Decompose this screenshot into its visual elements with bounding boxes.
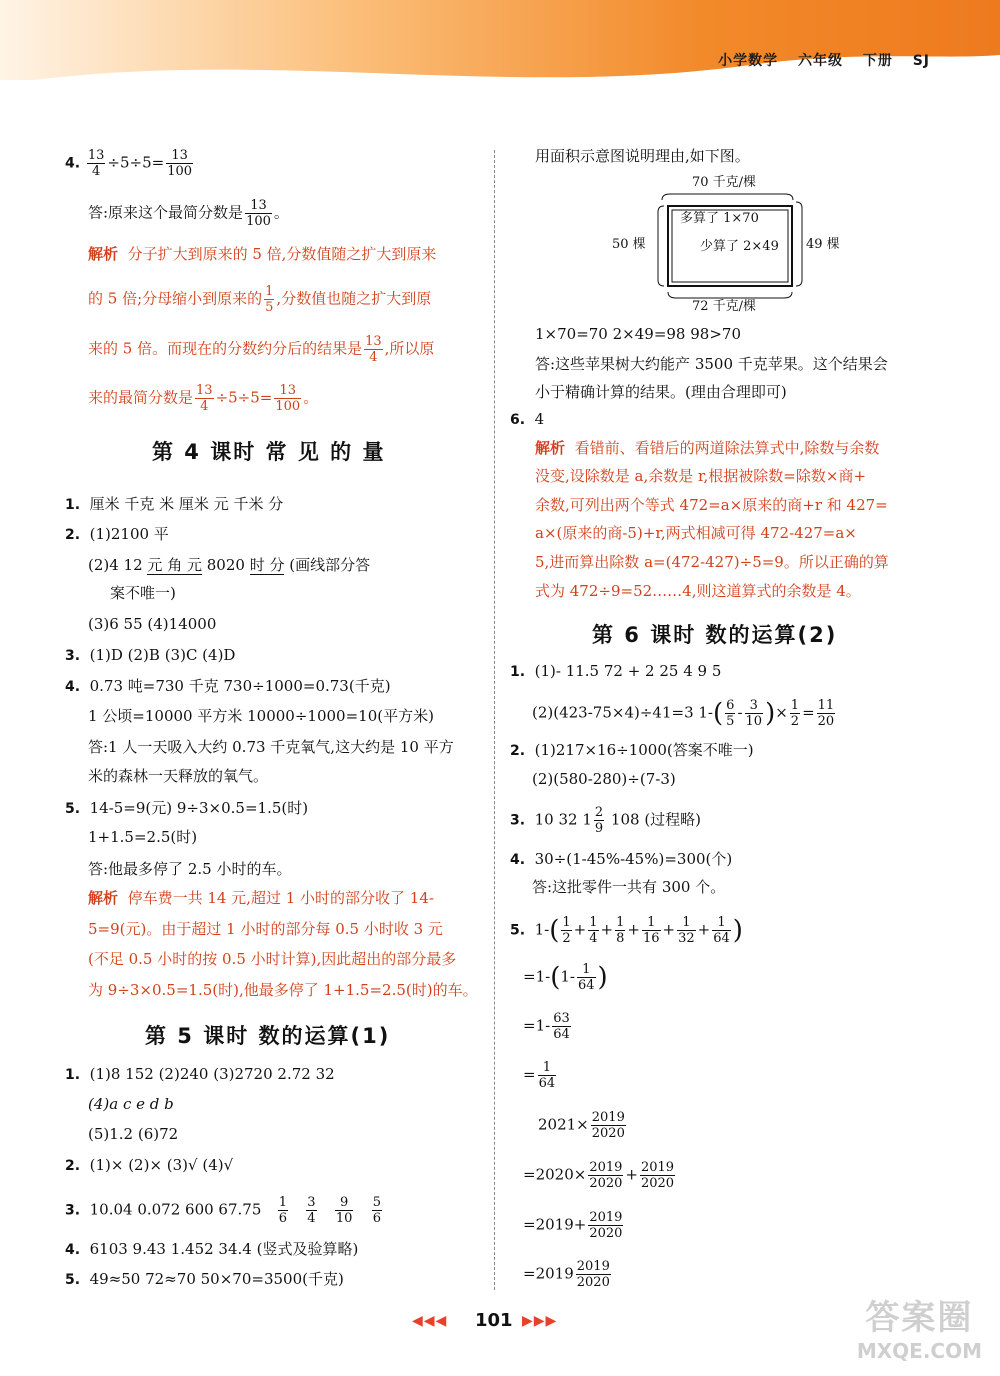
- s4-item-4b: 1 公顷=10000 平方米 10000÷1000=10(平方米): [88, 707, 434, 725]
- diagram-left-label: 50 棵: [612, 237, 646, 252]
- s4-item-5c: 答:他最多停了 2.5 小时的车。: [88, 860, 292, 878]
- s4-item-4c: 答:1 人一天吸入大约 0.73 千克氧气,这大约是 10 平方: [88, 738, 454, 756]
- s4-item-2b: (2)4 12 元 角 元 8020 时 分 (画线部分答: [88, 556, 371, 574]
- s4-item-2: 2. (1)2100 平: [65, 525, 169, 543]
- left-q4-answer: 答:原来这个最简分数是 $\frac{13}{100}$ 。: [88, 198, 289, 229]
- s4-item-2c: 案不唯一): [110, 584, 176, 602]
- s6-step-f: =2020× $\frac{2019}{2020}$ + $\frac{2019}{2020}$: [523, 1160, 675, 1191]
- s5-item-1: 1. (1)8 152 (2)240 (3)2720 2.72 32: [65, 1065, 335, 1083]
- s6-step-d: = $\frac{1}{64}$: [523, 1060, 556, 1091]
- q6-analysis-3: 余数,可列出两个等式 472=a×原来的商+r 和 427=: [535, 496, 888, 514]
- column-divider: [494, 150, 495, 1290]
- s6-step-c: =1- $\frac{63}{64}$: [523, 1011, 570, 1042]
- subject-label: 小学数学: [718, 53, 779, 69]
- s6-item-2: 2. (1)217×16÷1000(答案不唯一): [510, 741, 754, 759]
- s6-step-b: =1-(1- $\frac{1}{64}$ ): [523, 962, 608, 993]
- s4-item-5b: 1+1.5=2.5(时): [88, 828, 198, 846]
- right-q6: 6. 4: [510, 410, 545, 428]
- right-calc: 1×70=70 2×49=98 98>70: [535, 325, 741, 343]
- diagram-top-label: 70 千克/棵: [692, 175, 757, 190]
- right-ans-1: 答:这些苹果树大约能产 3500 千克苹果。这个结果会: [535, 355, 888, 373]
- s4-item-4: 4. 0.73 吨=730 千克 730÷1000=0.73(千克): [65, 677, 391, 695]
- page-number: 101: [475, 1310, 513, 1331]
- s6-item-2b: (2)(580-280)÷(7-3): [532, 770, 676, 788]
- s6-item-1b: (2)(423-75×4)÷41=3 1-( $\frac{6}{5}$ - $\frac{3}{10}$ )× $\frac{1}{2}$ = $\frac{11}{20}$: [532, 698, 835, 729]
- watermark-logo: 答案圈: [865, 1298, 974, 1338]
- left-q4-analysis-3: 来的 5 倍。而现在的分数约分后的结果是 $\frac{13}{4}$ ,所以原: [88, 334, 435, 365]
- s4-analysis-3: (不足 0.5 小时的按 0.5 小时计算),因此超出的部分最多: [88, 950, 457, 968]
- s5-item-2: 2. (1)× (2)× (3)√ (4)√: [65, 1156, 234, 1174]
- s6-item-3: 3. 10 32 1 $\frac{2}{9}$ 108 (过程略): [510, 805, 702, 836]
- q6-analysis-6: 式为 472÷9=52……4,则这道算式的余数是 4。: [535, 582, 861, 600]
- left-q4: 4. $\frac{13}{4}$ ÷5÷5= $\frac{13}{100}$: [65, 148, 193, 179]
- left-q4-analysis-2: 的 5 倍;分母缩小到原来的 $\frac{1}{5}$ ,分数值也随之扩大到原: [88, 284, 432, 315]
- section-5-title: 第 5 课时 数的运算(1): [145, 1024, 391, 1048]
- s5-item-3: 3. 10.04 0.072 600 67.75 $\frac{1}{6}$ $\frac{3}{4}$ $\frac{9}{10}$ $\frac{5}{6}$: [65, 1195, 382, 1226]
- s4-item-2d: (3)6 55 (4)14000: [88, 615, 217, 633]
- s4-item-1: 1. 厘米 千克 米 厘米 元 千米 分: [65, 495, 284, 513]
- s4-item-3: 3. (1)D (2)B (3)C (4)D: [65, 646, 236, 664]
- q6-analysis-2: 没变,设除数是 a,余数是 r,根据被除数=除数×商+: [535, 467, 867, 485]
- s6-step-e: 2021× $\frac{2019}{2020}$: [538, 1110, 625, 1141]
- s6-step-g: =2019+ $\frac{2019}{2020}$: [523, 1210, 623, 1241]
- edition-label: SJ: [912, 53, 930, 69]
- watermark-url: MXQE.COM: [856, 1339, 982, 1363]
- s5-item-5: 5. 49≈50 72≈70 50×70=3500(千克): [65, 1270, 344, 1288]
- s6-item-5: 5. 1-( $\frac{1}{2}$ + $\frac{1}{4}$ + $\frac{1}{8}$ + $\frac{1}{16}$ + $\frac{1}{32}$ + $\frac{1}{64}$ ): [510, 915, 743, 946]
- diagram-inner-2: 少算了 2×49: [700, 239, 779, 254]
- s6-step-h: =2019 $\frac{2019}{2020}$: [523, 1259, 610, 1290]
- term-label: 下册: [862, 53, 893, 69]
- s5-item-1c: (5)1.2 (6)72: [88, 1125, 179, 1143]
- right-ans-2: 小于精确计算的结果。(理由合理即可): [535, 383, 787, 401]
- q6-analysis-5: 5,进而算出除数 a=(472-427)÷5=9。所以正确的算: [535, 553, 889, 571]
- q6-analysis-1: 解析 看错前、看错后的两道除法算式中,除数与余数: [535, 439, 880, 457]
- q6-analysis-4: a×(原来的商-5)+r,两式相减可得 472-427=a×: [535, 524, 857, 542]
- watermark: [857, 1290, 982, 1363]
- header-wave: [0, 40, 1000, 100]
- s4-analysis-4: 为 9÷3×0.5=1.5(时),他最多停了 1+1.5=2.5(时)的车。: [88, 981, 478, 999]
- s4-analysis-1: 解析 停车费一共 14 元,超过 1 小时的部分收了 14-: [88, 889, 434, 907]
- left-q4-analysis-4: 来的最简分数是 $\frac{13}{4}$ ÷5÷5= $\frac{13}{100}$ 。: [88, 383, 319, 414]
- s6-item-4: 4. 30÷(1-45%-45%)=300(个): [510, 850, 733, 868]
- left-q4-analysis-1: 解析 分子扩大到原来的 5 倍,分数值随之扩大到原来: [88, 245, 437, 263]
- prev-arrows-icon: ◀◀◀: [412, 1313, 448, 1329]
- diagram-bottom-label: 72 千克/棵: [692, 299, 757, 314]
- s4-item-5: 5. 14-5=9(元) 9÷3×0.5=1.5(时): [65, 799, 309, 817]
- grade-label: 六年级: [797, 53, 843, 69]
- s6-item-1: 1. (1)- 11.5 72 + 2 25 4 9 5: [510, 662, 722, 680]
- s4-analysis-2: 5=9(元)。由于超过 1 小时的部分每 0.5 小时收 3 元: [88, 920, 443, 938]
- diagram-right-label: 49 棵: [806, 237, 840, 252]
- right-intro: 用面积示意图说明理由,如下图。: [535, 147, 750, 165]
- s5-item-4: 4. 6103 9.43 1.452 34.4 (竖式及验算略): [65, 1240, 359, 1258]
- s6-item-4b: 答:这批零件一共有 300 个。: [532, 878, 726, 896]
- section-6-title: 第 6 课时 数的运算(2): [592, 623, 838, 647]
- s5-item-1b: (4)a c e d b: [88, 1095, 174, 1113]
- diagram-inner-1: 多算了 1×70: [680, 211, 759, 226]
- next-arrows-icon: ▶▶▶: [522, 1313, 558, 1329]
- area-diagram: [612, 172, 850, 317]
- s4-item-4d: 米的森林一天释放的氧气。: [88, 767, 269, 785]
- section-4-title: 第 4 课时 常 见 的 量: [152, 440, 386, 464]
- header-title: [704, 50, 930, 70]
